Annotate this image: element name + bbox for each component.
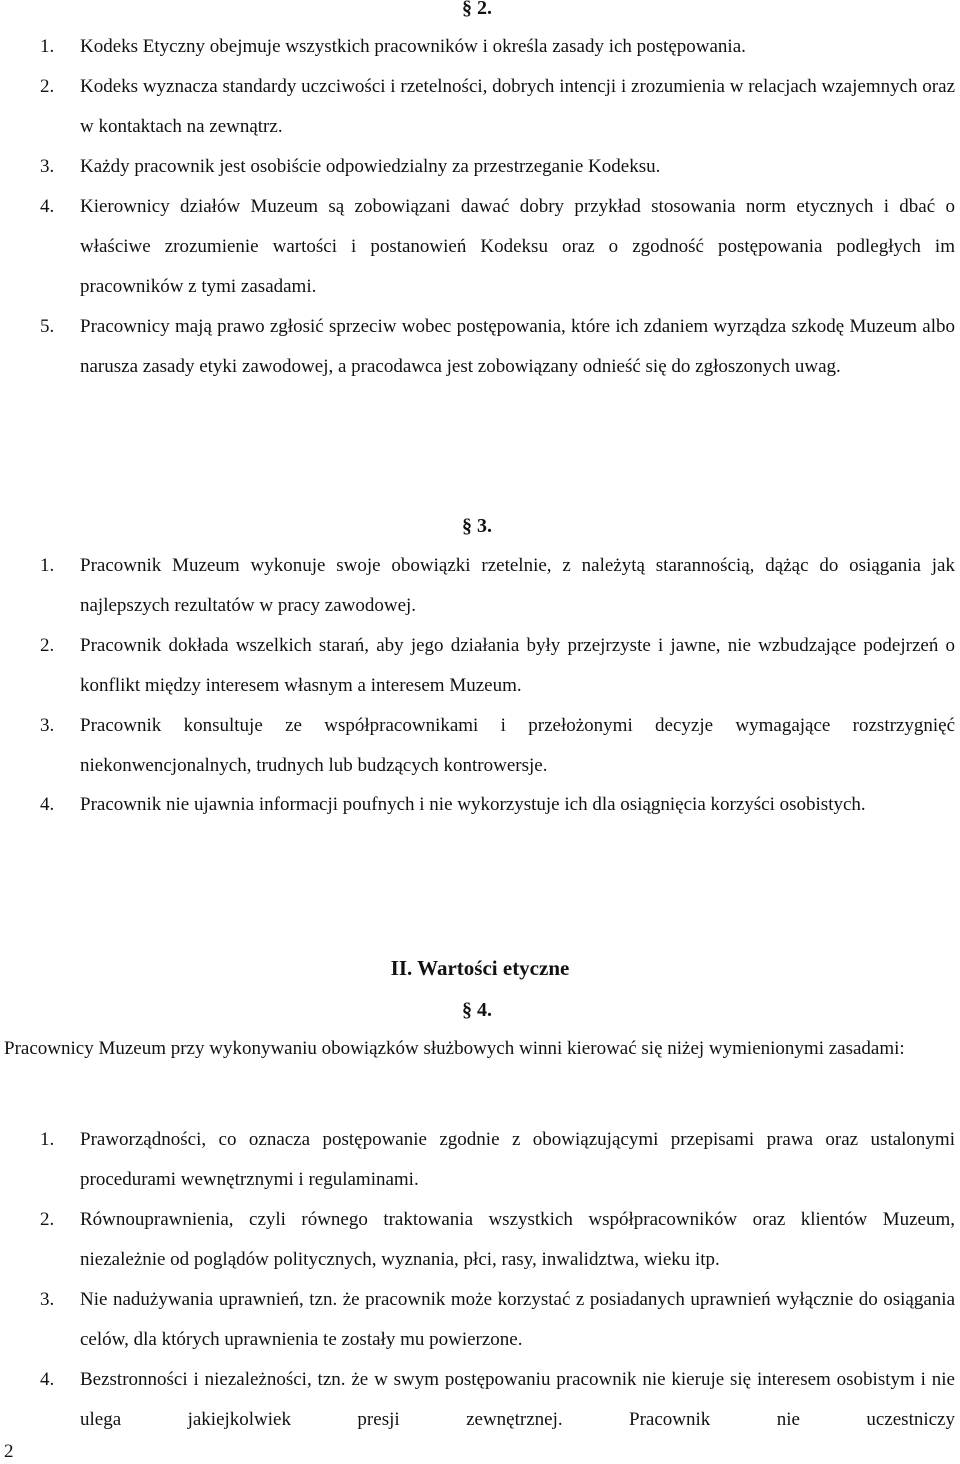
section-2-item-2 <box>40 67 955 147</box>
section-4-item-1 <box>40 1120 955 1200</box>
item-number: 1. <box>40 555 55 576</box>
section-3-item-2 <box>40 626 955 706</box>
section-4-item-2 <box>40 1200 955 1280</box>
section-2-heading: § 2. <box>462 0 492 19</box>
item-text: Pracownik konsultuje ze współpracownikami i przełożonymi decyzje wymagające rozstrzygnięć niekonwencjonalnych, trudnych lub budzących kontrowersje. <box>80 715 955 776</box>
item-text: Nie nadużywania uprawnień, tzn. że pracownik może korzystać z posiadanych uprawnień wyłącznie do osiągania celów, dla których uprawnienia te zostały mu powierzone. <box>80 1289 955 1350</box>
item-text: Bezstronności i niezależności, tzn. że w swym postępowaniu pracownik nie kieruje się interesem osobistym i nie ulega jakiejkolwiek presji zewnętrznej. Pracownik nie uczestniczy <box>80 1369 955 1430</box>
section-2-item-1 <box>40 27 955 67</box>
item-number: 4. <box>40 196 55 217</box>
item-number: 3. <box>40 1289 55 1310</box>
page-number: 2 <box>4 1441 14 1462</box>
item-text: Praworządności, co oznacza postępowanie zgodnie z obowiązującymi przepisami prawa oraz ustalonymi procedurami wewnętrznymi i regulaminami. <box>80 1129 955 1190</box>
item-number: 1. <box>40 36 55 57</box>
section-3-item-1 <box>40 546 955 626</box>
item-number: 2. <box>40 635 55 656</box>
section-4-item-4 <box>40 1360 955 1440</box>
section-2-item-5 <box>40 307 955 387</box>
item-text: Każdy pracownik jest osobiście odpowiedzialny za przestrzeganie Kodeksu. <box>80 156 661 177</box>
item-text: Pracownik nie ujawnia informacji poufnych i nie wykorzystuje ich dla osiągnięcia korzyści osobistych. <box>80 794 866 815</box>
item-text: Pracownik dokłada wszelkich starań, aby jego działania były przejrzyste i jawne, nie wzbudzające podejrzeń o konflikt między interesem własnym a interesem Muzeum. <box>80 635 955 696</box>
section-3-heading: § 3. <box>462 515 492 537</box>
item-number: 4. <box>40 794 55 815</box>
item-number: 2. <box>40 76 55 97</box>
item-number: 4. <box>40 1369 55 1390</box>
item-text: Równouprawnienia, czyli równego traktowania wszystkich współpracowników oraz klientów Muzeum, niezależnie od poglądów politycznych, wyznania, płci, rasy, inwalidztwa, wieku itp. <box>80 1209 955 1270</box>
section-2-item-4 <box>40 187 955 307</box>
chapter-title: II. Wartości etyczne <box>390 956 570 980</box>
section-3-item-4 <box>40 785 955 825</box>
item-number: 1. <box>40 1129 55 1150</box>
section-2-item-3 <box>40 147 955 187</box>
section-4-item-3 <box>40 1280 955 1360</box>
item-text: Pracownicy mają prawo zgłosić sprzeciw wobec postępowania, które ich zdaniem wyrządza szkodę Muzeum albo narusza zasady etyki zawodowej, a pracodawca jest zobowiązany odnieść się do zgłoszonych uwag. <box>80 316 955 377</box>
item-text: Pracownik Muzeum wykonuje swoje obowiązki rzetelnie, z należytą starannością, dążąc do osiągania jak najlepszych rezultatów w pracy zawodowej. <box>80 555 955 616</box>
item-number: 5. <box>40 316 55 337</box>
item-number: 3. <box>40 156 55 177</box>
item-number: 3. <box>40 715 55 736</box>
section-4-intro: Pracownicy Muzeum przy wykonywaniu obowiązków służbowych winni kierować się niżej wymienionymi zasadami: <box>4 1038 905 1059</box>
item-number: 2. <box>40 1209 55 1230</box>
section-3-item-3 <box>40 706 955 786</box>
item-text: Kierownicy działów Muzeum są zobowiązani dawać dobry przykład stosowania norm etycznych i dbać o właściwe zrozumienie wartości i postanowień Kodeksu oraz o zgodność postępowania podległych im pracowników z tymi zasadami. <box>80 196 955 297</box>
item-text: Kodeks Etyczny obejmuje wszystkich pracowników i określa zasady ich postępowania. <box>80 36 746 57</box>
item-text: Kodeks wyznacza standardy uczciwości i rzetelności, dobrych intencji i zrozumienia w relacjach wzajemnych oraz w kontaktach na zewnątrz. <box>80 76 955 137</box>
section-4-heading: § 4. <box>462 999 492 1021</box>
